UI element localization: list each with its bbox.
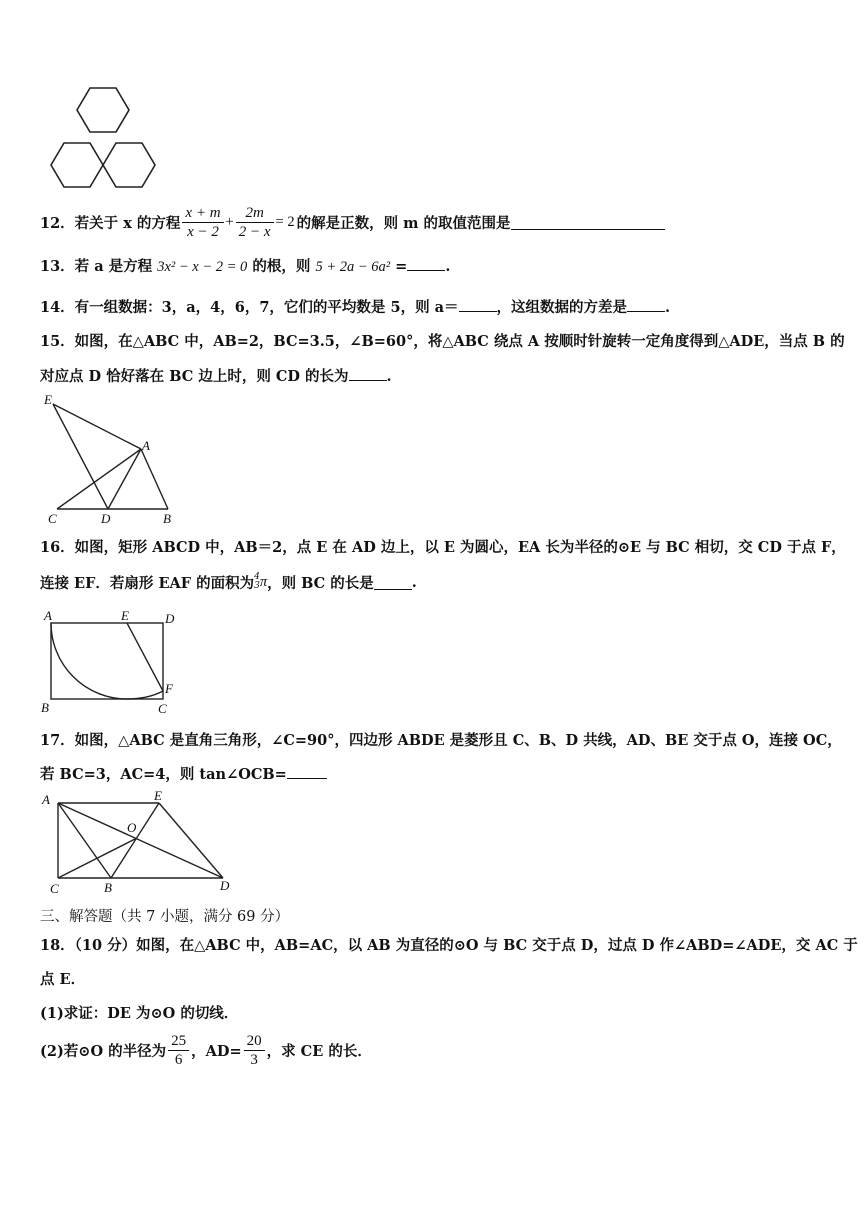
q16-line1-text: 16．如图，矩形 ABCD 中，AB＝2，点 E 在 AD 边上，以 E 为圆心，EA 长为半径的⊙E 与 BC 相切，交 CD 于点 F， (40, 539, 846, 556)
q12-frac1-num: x + m (182, 204, 223, 223)
q15-segment-EA (53, 404, 141, 449)
q16-label-F: F (165, 681, 173, 696)
q15-label-C: C (48, 511, 57, 526)
q16-label-B: B (41, 700, 49, 715)
q15-label-E: E (44, 392, 52, 407)
q14-end: . (665, 299, 671, 316)
hexagon-top (77, 88, 129, 132)
question-17-line-1 (40, 729, 842, 750)
q16-area-pi: π (259, 573, 268, 590)
question-18-line-1 (40, 934, 858, 955)
q16-segment-EF (127, 623, 163, 691)
q12-suffix: 的解是正数，则 m 的取值范围是 (296, 214, 511, 232)
q15-segment-AB (141, 449, 168, 509)
q16-label-E: E (121, 608, 129, 623)
q16-answer-blank[interactable] (374, 575, 412, 590)
question-13 (40, 255, 450, 276)
q13-expression: 5 + 2a − 6a² (315, 259, 391, 275)
q12-frac2-num: 2m (236, 204, 274, 223)
q16-end: . (411, 573, 417, 591)
q12-fraction-2 (236, 204, 274, 241)
q12-plus: + (225, 213, 234, 230)
hexagon-right (103, 143, 155, 187)
q15-triangle-figure (40, 392, 190, 527)
question-14 (40, 296, 670, 317)
q18-radius-fraction (168, 1032, 189, 1069)
q17-line1-text: 17．如图，△ABC 是直角三角形，∠C=90°，四边形 ABDE 是菱形且 C、B、D 共线，AD、BE 交于点 O，连接 OC， (40, 732, 842, 749)
q18-line2-text: 点 E． (40, 971, 86, 988)
q18-part2a-text: (2)若⊙O 的半径为 (40, 1042, 167, 1060)
q17-label-O: O (127, 820, 137, 835)
q15-segment-EC (53, 404, 108, 509)
q17-rhombus-figure (38, 788, 238, 898)
q18-ad-den: 3 (250, 1051, 258, 1068)
q17-line2-text: 若 BC=3，AC=4，则 tan∠OCB= (40, 766, 287, 783)
hexagon-figure (45, 85, 160, 195)
q16-label-C: C (158, 701, 167, 716)
q14-answer-blank-variance[interactable] (627, 297, 665, 312)
q16-line2a-text: 连接 EF．若扇形 EAF 的面积为 (40, 574, 255, 592)
q16-label-A: A (44, 608, 52, 623)
q18-radius-num: 25 (168, 1032, 189, 1051)
q16-area-den: 3 (254, 581, 260, 591)
q15-segment-CA (57, 449, 141, 509)
q16-area-num: 4 (254, 572, 260, 582)
question-18-part-2 (40, 1027, 372, 1073)
q15-label-D: D (101, 511, 111, 526)
question-18-part-1 (40, 1002, 238, 1023)
q13-prefix: 13．若 a 是方程 (40, 258, 153, 275)
question-12 (40, 200, 665, 244)
q16-rectangle-figure (40, 605, 185, 717)
q17-segment-AB (58, 803, 111, 878)
q18-ad-num: 20 (244, 1032, 265, 1051)
q18-radius-den: 6 (174, 1051, 183, 1068)
section-3-title (40, 905, 289, 926)
q13-suffix: = (395, 258, 408, 275)
section3-title-text: 三、解答题（共 7 小题，满分 69 分） (40, 909, 290, 925)
q12-fraction-1 (182, 204, 223, 241)
q12-frac2-den: 2 − x (238, 223, 271, 240)
q17-label-E: E (154, 788, 162, 803)
q12-frac1-den: x − 2 (187, 223, 219, 240)
question-17-line-2 (40, 763, 327, 784)
q18-part1-text: (1)求证：DE 为⊙O 的切线． (40, 1005, 239, 1022)
q17-label-A: A (42, 792, 50, 807)
q18-line1-text: 18．（10 分）如图，在△ABC 中，AB=AC，以 AB 为直径的⊙O 与 BC 交于点 D，过点 D 作∠ABD=∠ADE，交 AC 于 (40, 937, 858, 954)
q13-end: . (445, 258, 451, 275)
q15-end: . (386, 368, 392, 385)
q14-middle: ，这组数据的方差是 (496, 299, 628, 316)
q15-line1-text: 15．如图，在△ABC 中，AB=2，BC=3.5，∠B=60°，将△ABC 绕点 A 按顺时针旋转一定角度得到△ADE，当点 B 的 (40, 333, 845, 350)
question-16-line-2 (40, 568, 417, 596)
hexagon-left (51, 143, 103, 187)
q17-segment-ED (159, 803, 223, 878)
q16-rectangle-ABCD (51, 623, 163, 699)
question-15-line-2 (40, 365, 392, 386)
q17-label-B: B (104, 880, 112, 895)
q16-line2b-text: ，则 BC 的长是 (267, 574, 374, 592)
q17-segment-BE (111, 803, 159, 878)
question-15-line-1 (40, 330, 845, 351)
q16-arc-AF (51, 623, 163, 699)
q12-answer-blank[interactable] (511, 215, 665, 230)
q17-answer-blank[interactable] (287, 764, 327, 779)
q15-label-B: B (163, 511, 171, 526)
q15-label-A: A (142, 438, 150, 453)
q18-ad-fraction (244, 1032, 265, 1069)
q12-prefix: 12．若关于 x 的方程 (40, 214, 181, 232)
question-18-line-2 (40, 968, 85, 989)
q14-answer-blank-a[interactable] (459, 297, 497, 312)
q16-label-D: D (165, 611, 175, 626)
q15-line2-text: 对应点 D 恰好落在 BC 边上时，则 CD 的长为 (40, 368, 349, 385)
q18-part2c-text: ，求 CE 的长． (266, 1042, 372, 1060)
q12-equals: = 2 (275, 213, 295, 230)
q13-answer-blank[interactable] (407, 256, 445, 271)
q17-segment-AD (58, 803, 223, 878)
q13-middle: 的根，则 (252, 258, 311, 275)
q15-segment-AD (108, 449, 141, 509)
q14-text: 14．有一组数据：3，a，4，6，7，它们的平均数是 5，则 a＝ (40, 299, 459, 316)
q18-part2b-text: ，AD= (191, 1042, 242, 1060)
q13-equation: 3x² − x − 2 = 0 (157, 259, 248, 275)
q17-label-D: D (220, 878, 230, 893)
question-16-line-1 (40, 536, 846, 557)
q17-label-C: C (50, 881, 59, 896)
q15-answer-blank[interactable] (349, 366, 387, 381)
